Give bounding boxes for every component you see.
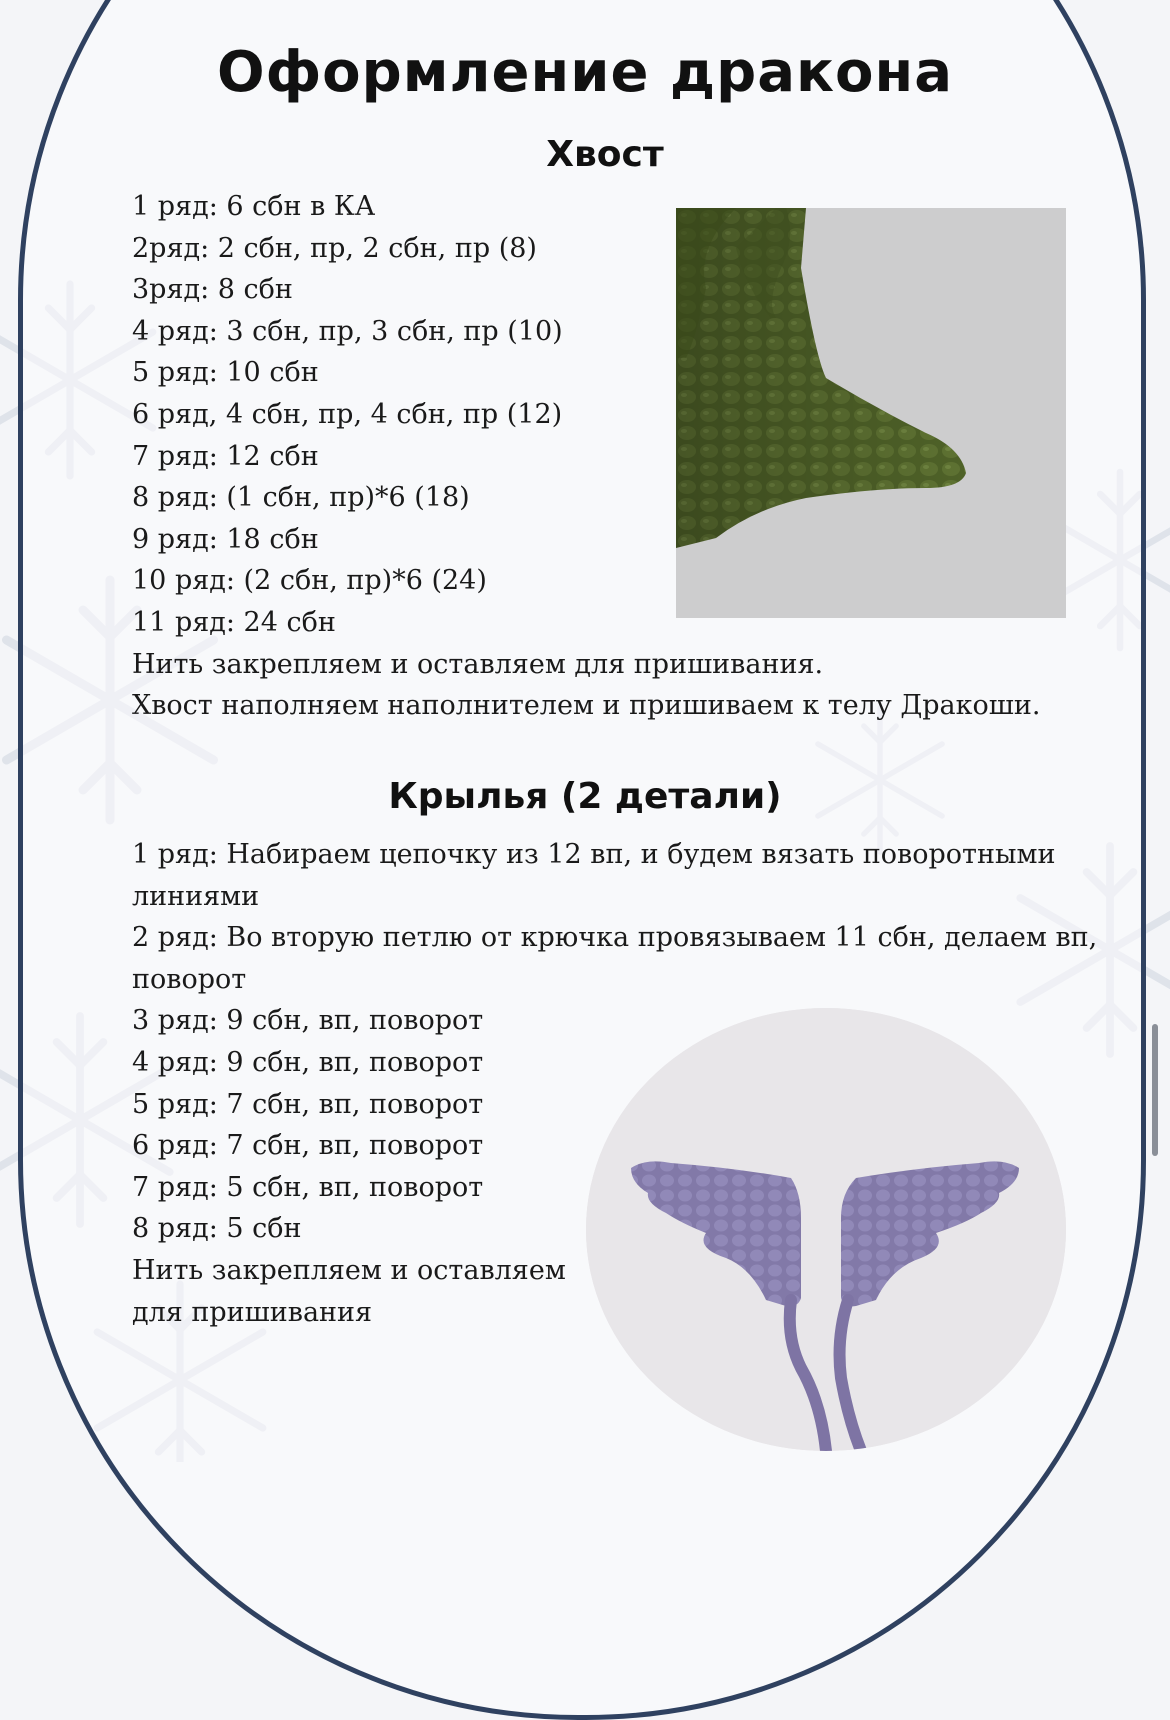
page-title: Оформление дракона — [217, 40, 953, 105]
wings-row: 2 ряд: Во вторую петлю от крючка провязываем 11 сбн, делаем вп, — [132, 922, 1098, 954]
wings-photo — [586, 1008, 1066, 1451]
tail-row: 5 ряд: 10 сбн — [132, 357, 319, 389]
tail-note: Хвост наполняем наполнителем и пришиваем к телу Дракоши. — [132, 690, 1041, 722]
tail-row: 3ряд: 8 сбн — [132, 274, 293, 306]
scrollbar[interactable] — [1152, 1024, 1158, 1156]
crocheted-tail-image — [676, 208, 1066, 618]
wings-row: поворот — [132, 963, 247, 995]
wings-row: 5 ряд: 7 сбн, вп, поворот — [132, 1088, 484, 1120]
tail-heading: Хвост — [546, 134, 664, 175]
wings-row: 4 ряд: 9 сбн, вп, поворот — [132, 1046, 484, 1078]
tail-row: 7 ряд: 12 сбн — [132, 440, 319, 472]
wings-row: 3 ряд: 9 сбн, вп, поворот — [132, 1005, 484, 1037]
crocheted-wings-image — [586, 1008, 1066, 1451]
wings-heading: Крылья (2 детали) — [388, 776, 782, 817]
tail-row: 9 ряд: 18 сбн — [132, 523, 319, 555]
tail-note: Нить закрепляем и оставляем для пришивания. — [132, 648, 824, 680]
wings-row: линиями — [132, 880, 260, 912]
wings-row: 6 ряд: 7 сбн, вп, поворот — [132, 1130, 484, 1162]
tail-row: 1 ряд: 6 сбн в КА — [132, 191, 376, 222]
tail-row: 11 ряд: 24 сбн — [132, 606, 336, 638]
tail-row: 8 ряд: (1 сбн, пр)*6 (18) — [132, 482, 470, 514]
wings-row: 1 ряд: Набираем цепочку из 12 вп, и будем вязать поворотными — [132, 839, 1056, 870]
wings-row: 7 ряд: 5 сбн, вп, поворот — [132, 1171, 484, 1203]
wings-note: для пришивания — [132, 1296, 373, 1328]
wings-note: Нить закрепляем и оставляем — [132, 1254, 566, 1286]
tail-row: 2ряд: 2 сбн, пр, 2 сбн, пр (8) — [132, 232, 537, 264]
wings-row: 8 ряд: 5 сбн — [132, 1213, 302, 1245]
tail-row: 6 ряд, 4 сбн, пр, 4 сбн, пр (12) — [132, 398, 563, 430]
tail-row: 10 ряд: (2 сбн, пр)*6 (24) — [132, 565, 487, 597]
tail-row: 4 ряд: 3 сбн, пр, 3 сбн, пр (10) — [132, 315, 563, 347]
tail-photo — [676, 208, 1066, 618]
